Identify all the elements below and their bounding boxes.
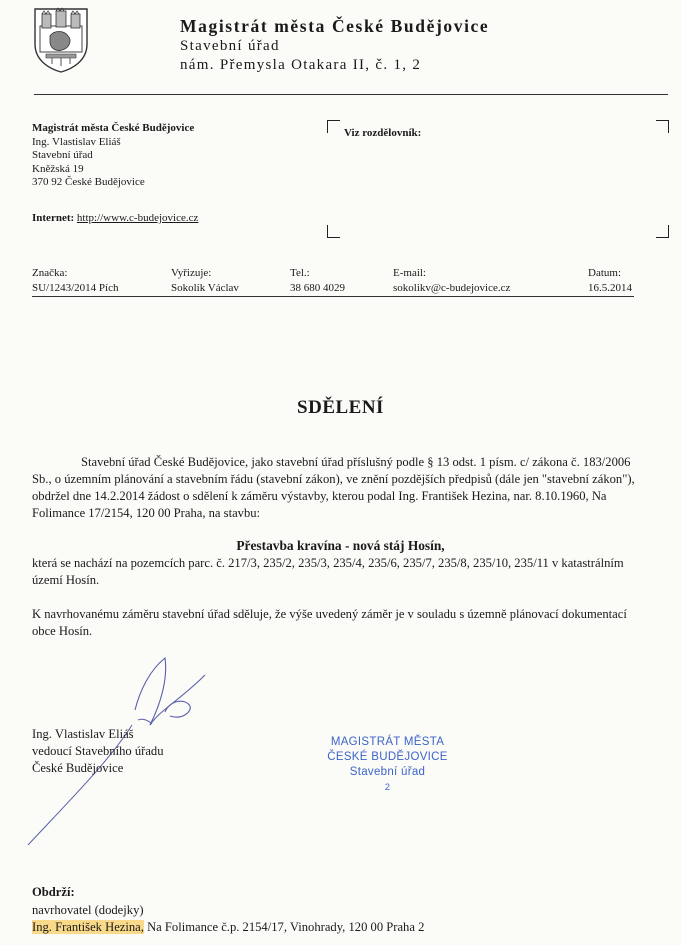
recipients-heading: Obdrží: (32, 885, 75, 899)
internet-line (32, 212, 198, 224)
city-coat-of-arms-logo (32, 6, 90, 74)
sender-department: Stavební úřad (32, 149, 93, 161)
signatory-name: Ing. Vlastislav Eliáš (32, 727, 134, 741)
recipient-address: Na Folimance č.p. 2154/17, Vinohrady, 120 00 Praha 2 (143, 920, 425, 934)
handler-label: Vyřizuje: (171, 267, 212, 279)
signatory-city: České Budějovice (32, 761, 124, 775)
phone-label: Tel.: (290, 267, 310, 279)
address-window-corner-tl (327, 120, 340, 133)
date-value: 16.5.2014 (588, 282, 632, 294)
signatory-role: vedoucí Stavebního úřadu (32, 744, 164, 758)
header-org-name: Magistrát města České Budějovice (180, 16, 490, 36)
handler-value: Sokolík Václav (171, 282, 239, 294)
sender-city: 370 92 České Budějovice (32, 176, 145, 188)
body-paragraph-3: K navrhovanému záměru stavební úřad sděluje, že výše uvedený záměr je v souladu s územně plánovací dokumentací obce Hosín. (32, 607, 627, 638)
phone-value: 38 680 4029 (290, 282, 345, 294)
recipients-block (32, 884, 424, 937)
internet-label: Internet: (32, 212, 75, 224)
document-title: SDĚLENÍ (297, 397, 384, 418)
stamp-line-4: 2 (384, 782, 391, 792)
stamp-line-2: ČESKÉ BUDĚJOVICE (327, 751, 448, 763)
recipient-name-highlight: Ing. František Hezina, (32, 920, 144, 934)
website-link[interactable]: http://www.c-budejovice.cz (76, 212, 199, 224)
stamp-line-3: Stavební úřad (349, 766, 426, 778)
ref-label: Značka: (32, 267, 68, 279)
sender-org: Magistrát města České Budějovice (32, 122, 195, 134)
date-label: Datum: (588, 267, 621, 279)
meta-divider (32, 296, 634, 297)
project-name: Přestavba kravína - nová stáj Hosín, (236, 538, 445, 553)
sender-block (32, 122, 194, 190)
address-window-corner-br (656, 225, 669, 238)
address-window-corner-bl (327, 225, 340, 238)
body-paragraph-2: která se nachází na pozemcích parc. č. 217/3, 235/2, 235/3, 235/4, 235/6, 235/7, 235/8, 235/10, 235/11 v katastrálním území Hosín. (32, 556, 624, 587)
sender-street: Kněžská 19 (32, 162, 84, 175)
recipient-line-2 (32, 919, 424, 937)
header-divider (34, 94, 668, 95)
stamp-line-1: MAGISTRÁT MĚSTA (330, 736, 445, 748)
body-paragraph-1: Stavební úřad České Budějovice, jako stavební úřad příslušný podle § 13 odst. 1 písm. c/ zákona č. 183/2006 Sb., o územním plánování a stavebním řádu (stavební zákon), ve znění pozdějších předpisů (dále jen "stavební zákon"), obdržel dne 14.2.2014 žádost o sdělení k záměru výstavby, kterou podal Ing. František Hezina, nar. 8.10.1960, Na Folimance 17/2154, 120 00 Praha, na stavbu: (32, 455, 635, 520)
recipient-box-label: Viz rozdělovník: (344, 127, 422, 139)
signatory-block (32, 726, 164, 777)
sender-person: Ing. Vlastislav Eliáš (32, 135, 121, 148)
header-address: nám. Přemysla Otakara II, č. 1, 2 (180, 57, 422, 73)
address-window-corner-tr (656, 120, 669, 133)
email-value[interactable]: sokolikv@c-budejovice.cz (393, 282, 511, 294)
recipient-line-1: navrhovatel (dodejky) (32, 902, 144, 917)
header-department: Stavební úřad (180, 38, 280, 54)
ref-value: SU/1243/2014 Pích (32, 282, 119, 294)
office-stamp (310, 735, 465, 795)
email-label: E-mail: (393, 267, 426, 279)
